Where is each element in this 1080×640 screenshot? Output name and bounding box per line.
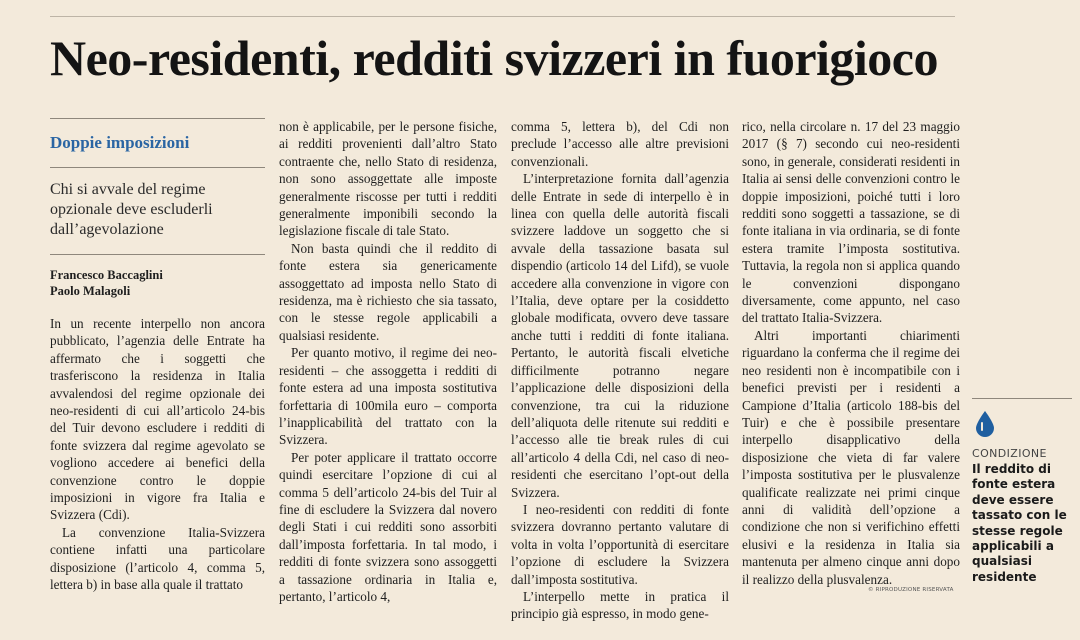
paragraph: L’interpretazione fornita dall’agenzia delle Entrate in sede di interpello è in linea con quella delle autorità fiscali svizzere laddove un soggetto che si avvale della tassazione basata sul dispendio (articolo 14 del Lifd), se vuole accedere alla convenzione in vigore con l’Italia, deve optare per la cosiddetto globale modificata, ovvero deve tassare anche tutti i redditi di fonte italiana. Pertanto, le autorità fiscali elvetiche difficilmente potranno negare l’applicazione delle disposizioni della convenzione, tra cui la riduzione dell’aliquota delle ritenute sui redditi e l’accesso alle tie break rules di cui all’articolo 4 della Cdi, nel caso di neo-residenti che esercitano l’opt-out della Svizzera. [511, 171, 729, 500]
paragraph: In un recente interpello non ancora pubblicato, l’agenzia delle Entrate ha affermato che i soggetti che trasferiscono la residenza in Italia avvalendosi del regime opzionale dei neo-residenti di cui all’articolo 24-bis del Tuir devono escludere i redditi di fonte svizzera dal regime agevolato se vogliono accedere ai benefici della convenzione contro le doppie imposizioni in vigore fra Italia e Svizzera (Cdi). [50, 316, 265, 523]
section-rule-bottom [50, 167, 265, 168]
sidebox-rule [972, 398, 1072, 399]
paragraph: Per poter applicare il trattato occorre quindi esercitare l’opzione di cui al comma 5 dell’articolo 24-bis del Tuir al fine di escludere la Svizzera dal novero degli Stati i cui redditi sono assorbiti dall’imposta forfettaria. In tal modo, i redditi di fonte svizzera sono assoggetti a tassazione ordinaria in Italia e, pertanto, l’articolo 4, [279, 449, 497, 604]
paragraph: rico, nella circolare n. 17 del 23 maggio 2017 (§ 7) secondo cui neo-residenti sono, in generale, considerati residenti in Italia ai sensi delle convenzioni contro le doppie imposizioni, poiché tutti i loro redditi sono soggetti a tassazione, se di fonte italiana in via ordinaria, se di fonte estera tramite l’imposta sostitutiva. Tuttavia, la regola non si applica quando le convenzioni dispongano diversamente, come appunto, nel caso del trattato Italia-Svizzera. [742, 119, 960, 326]
left-column [50, 118, 265, 594]
author-name: Francesco Baccaglini [50, 268, 163, 282]
paragraph: non è applicabile, per le persone fisiche, ai redditi provenienti dall’altro Stato contraente che, nello Stato di residenza, non sono assoggettate alle imposte generalmente riscosse per tutti i redditi generalmente imponibili secondo la legislazione fiscale di tale Stato. [279, 119, 497, 239]
paragraph: Per quanto motivo, il regime dei neo-residenti – che assoggetta i redditi di fonte estera ad una imposta sostitutiva forfettaria di 100mila euro – comporta l’inapplicabilità del trattato con la Svizzera. [279, 345, 497, 448]
copyright-notice: © RIPRODUZIONE RISERVATA [868, 587, 954, 593]
paragraph: La convenzione Italia-Svizzera contiene infatti una particolare disposizione (l’articolo 4, comma 5, lettera b) in base alla quale il trattato [50, 524, 265, 593]
water-drop-icon [972, 409, 998, 437]
sidebox-label: CONDIZIONE [972, 447, 1047, 460]
article-column-2 [279, 118, 497, 605]
author-byline [50, 267, 265, 299]
headline: Neo-residenti, redditi svizzeri in fuorigioco [50, 30, 938, 86]
standfirst: Chi si avvale del regime opzionale deve escluderli dall’agevolazione [50, 181, 213, 238]
section-label: Doppie imposizioni [50, 133, 190, 152]
standfirst-rule [50, 254, 265, 255]
section-rule-top [50, 118, 265, 119]
paragraph: I neo-residenti con redditi di fonte svizzera dovranno pertanto valutare di volta in volta l’opportunità di esercitare l’opzione di escludere la Svizzera dall’imposta sostitutiva. [511, 501, 729, 587]
top-rule [50, 16, 955, 17]
paragraph: Non basta quindi che il reddito di fonte estera sia genericamente assoggettato ad imposta nello Stato di residenza, ma è richiesto che sia tassato, con le stesse regole applicabili a qualsiasi residente. [279, 240, 497, 343]
paragraph: L’interpello mette in pratica il principio già espresso, in modo gene- [511, 588, 729, 622]
article-column-4 [742, 118, 960, 588]
sidebox-text: Il reddito di fonte estera deve essere tassato con le stesse regole applicabili a qualsiasi residente [972, 462, 1067, 584]
paragraph: comma 5, lettera b), del Cdi non preclude l’accesso alle altre previsioni convenzionali. [511, 119, 729, 169]
author-name: Paolo Malagoli [50, 284, 131, 298]
paragraph: Altri importanti chiarimenti riguardano la conferma che il regime dei neo residenti non è incompatibile con i benefici previsti per i residenti a Campione d’Italia (articolo 188-bis del Tuir) e che è possibile presentare interpello disapplicativo della disposizione che vieta di far valere l’imposta sostitutiva per le plusvalenze qualificate realizzate nei primi cinque anni di validità dell’opzione a condizione che non si verifichino effetti elusivi e la residenza in Italia sia mantenuta per almeno cinque anni dopo il realizzo della plusvalenza. [742, 327, 960, 587]
sidebox [972, 398, 1072, 585]
article-column-1 [50, 315, 265, 594]
article-column-3 [511, 118, 729, 623]
